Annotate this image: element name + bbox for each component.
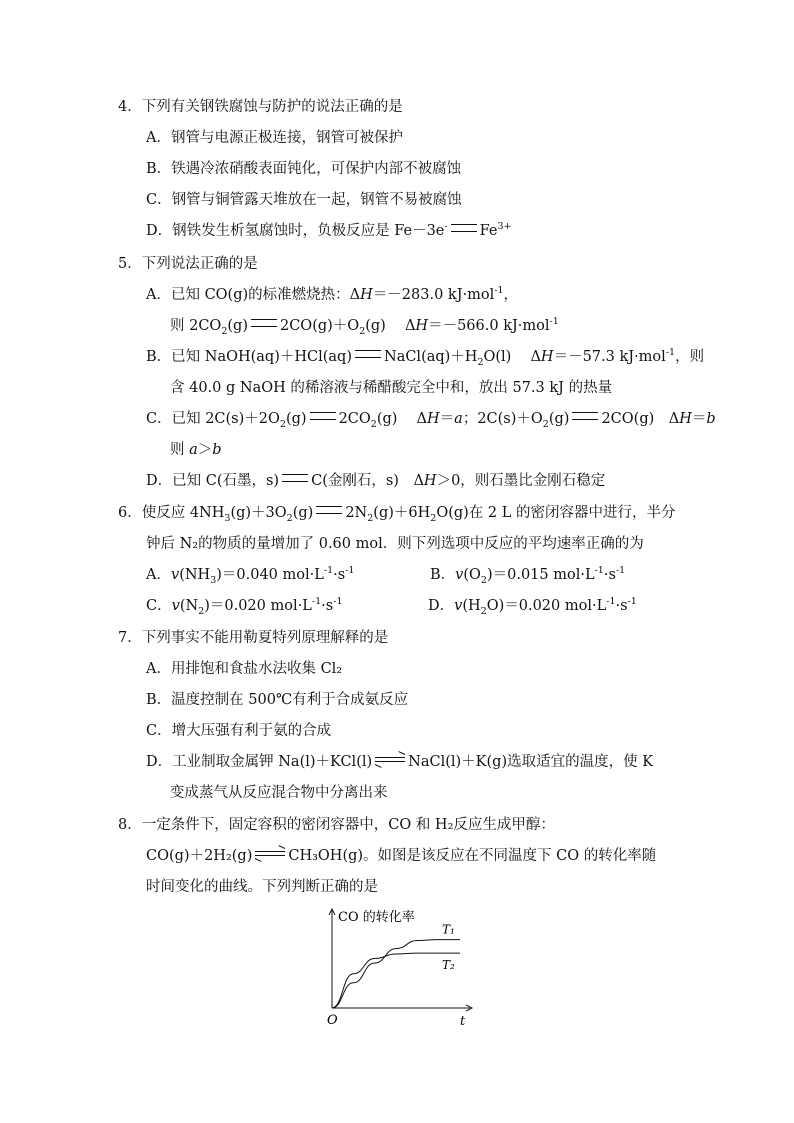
series-label-2: T₂ bbox=[442, 958, 455, 973]
q6-option-c: C．$v(N_2)=0.020$ $mol\cdot L^{-1}\cdot s^{-1}$ bbox=[146, 596, 343, 617]
q6-stem: 6．使反应 $4NH_3(g)+3O_2(g)$ $2N_2(g)+6H_2O(g)$在 2 L 的密闭容器中进行，半分 bbox=[118, 505, 676, 524]
reversible-arrow-icon bbox=[375, 756, 405, 764]
q5-option-a: A．已知 CO(g)的标准燃烧热：ΔH＝－283.0 kJ·mol$^{-1}$， bbox=[146, 285, 519, 303]
q4-option-d: D．钢铁发生析氢腐蚀时，负极反应是 Fe－3e- $Fe^{3+}$ bbox=[146, 221, 512, 239]
q5-option-b-line2: 含 40.0 g NaOH 的稀溶液与稀醋酸完全中和，放出 57.3 kJ 的热量 bbox=[170, 380, 613, 396]
q6-stem-line2: 钟后 N₂的物质的量增加了 0.60 mol．则下列选项中反应的平均速率正确的为 bbox=[146, 536, 644, 552]
q4-option-c: C．钢管与铜管露天堆放在一起，钢管不易被腐蚀 bbox=[146, 192, 462, 208]
q5-option-c-line2: 则 a＞b bbox=[170, 442, 222, 458]
q6-option-d: D．$v(H_2O)=0.020$ $mol\cdot L^{-1}\cdot s^{-1}$ bbox=[428, 596, 637, 617]
q5-option-b: B．已知 NaOH(aq)＋HCl(aq) $NaCl(aq)+H_2O(l)$ ΔH＝－57.3 kJ·mol$^{-1}$，则 bbox=[146, 347, 705, 368]
reversible-arrow-icon bbox=[255, 850, 285, 858]
q8-line3: 时间变化的曲线。下列判断正确的是 bbox=[146, 879, 378, 895]
co-conversion-chart bbox=[310, 905, 480, 1030]
x-axis-label: t bbox=[460, 1014, 466, 1029]
q5-option-d: D．已知 C(石墨，s) C(金刚石，s) ΔH＞0，则石墨比金刚石稳定 bbox=[146, 473, 606, 489]
q6-option-b: B．$v(O_2)=0.015$ $mol\cdot L^{-1}\cdot s^{-1}$ bbox=[430, 565, 626, 586]
q7-option-a: A．用排饱和食盐水法收集 Cl₂ bbox=[146, 661, 343, 677]
q8-equation: CO(g)＋2H₂(g) CH₃OH(g)。如图是该反应在不同温度下 CO 的转化率随 bbox=[146, 846, 656, 866]
q6-option-a: A．$v(NH_3)=0.040$ $mol\cdot L^{-1}\cdot s^{-1}$ bbox=[146, 565, 355, 586]
q4-stem: 4．下列有关钢铁腐蚀与防护的说法正确的是 bbox=[118, 99, 403, 115]
origin-label: O bbox=[327, 1013, 338, 1028]
series-label-1: T₁ bbox=[442, 922, 455, 937]
series-line-2 bbox=[332, 953, 460, 1008]
q8-stem: 8．一定条件下，固定容积的密闭容器中，CO 和 H₂反应生成甲醇： bbox=[118, 817, 555, 833]
q4-option-b: B．铁遇冷浓硝酸表面钝化，可保护内部不被腐蚀 bbox=[146, 161, 462, 177]
q7-stem: 7．下列事实不能用勒夏特列原理解释的是 bbox=[118, 630, 389, 646]
q7-option-d: D．工业制取金属钾 Na(l)＋KCl(l) NaCl(l)＋K(g)选取适宜的温度，使 K bbox=[146, 752, 653, 772]
q4-option-a: A．钢管与电源正极连接，钢管可被保护 bbox=[146, 130, 403, 146]
q7-option-d-line2: 变成蒸气从反应混合物中分离出来 bbox=[170, 785, 388, 801]
q7-option-c: C．增大压强有利于氨的合成 bbox=[146, 723, 332, 739]
q5-option-c: C．已知 $2C(s)+2O_2(g)$ $2CO_2(g)$ ΔH＝a；$2C(s)+O_2(g)$ 2CO(g) ΔH＝b bbox=[146, 411, 716, 430]
q7-option-b: B．温度控制在 500℃有利于合成氨反应 bbox=[146, 692, 409, 708]
y-axis-label: CO 的转化率 bbox=[338, 910, 415, 925]
q5-stem: 5．下列说法正确的是 bbox=[118, 256, 258, 272]
q5-option-a-line2: 则 $2CO_2(g)$ $2CO(g)+O_2(g)$ ΔH＝－566.0 kJ·mol$^{-1}$ bbox=[170, 316, 559, 337]
